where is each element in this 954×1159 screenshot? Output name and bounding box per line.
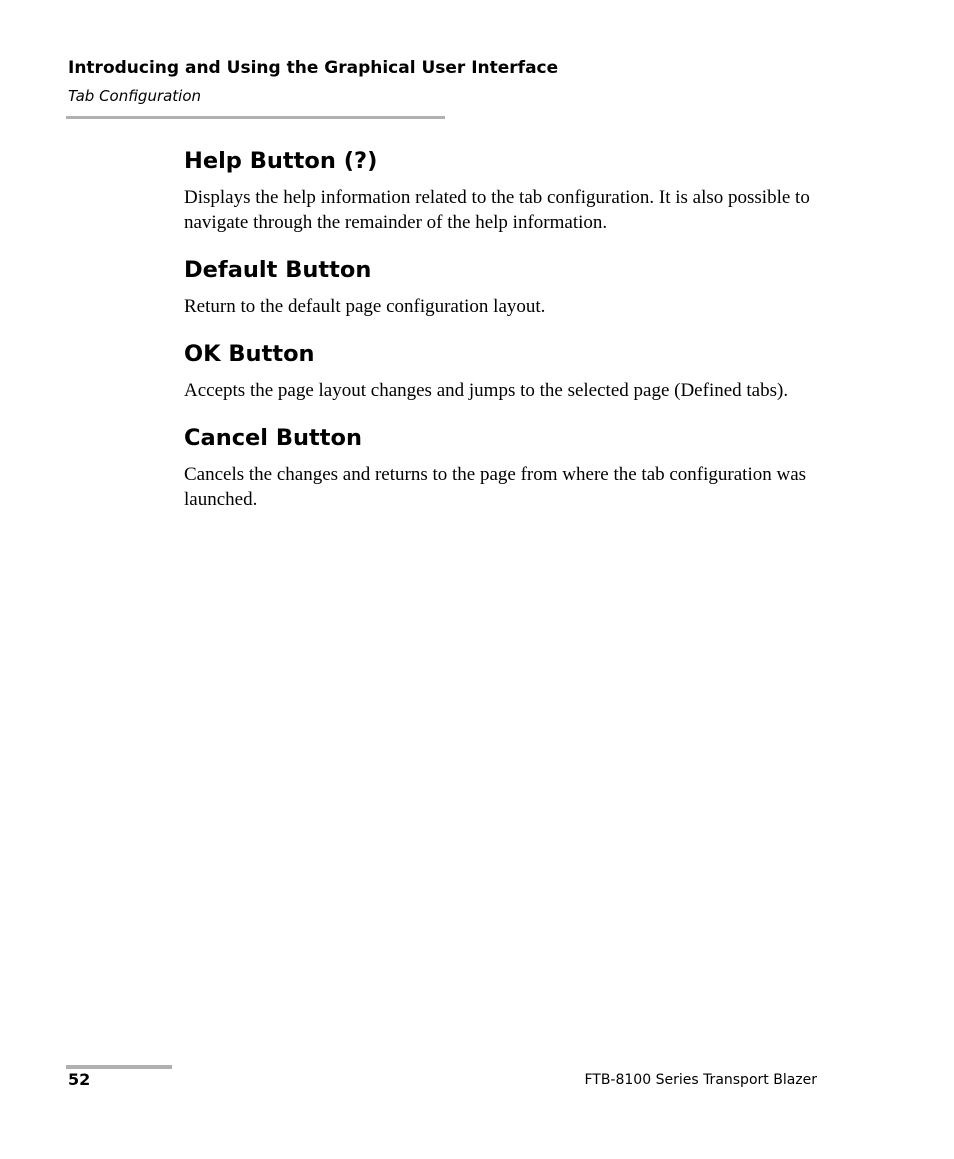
running-section-title: Tab Configuration: [68, 87, 202, 105]
section-help-button: [184, 146, 824, 235]
section-heading: OK Button: [184, 341, 315, 367]
section-default-button: [184, 255, 824, 319]
section-heading: Default Button: [184, 257, 372, 283]
section-cancel-button: [184, 423, 824, 512]
running-chapter-title: Introducing and Using the Graphical User Interface: [68, 58, 559, 78]
main-content: [184, 146, 824, 512]
footer-product-name: FTB-8100 Series Transport Blazer: [584, 1072, 817, 1088]
section-ok-button: [184, 339, 824, 403]
section-heading: Help Button (?): [184, 148, 378, 174]
section-body: Accepts the page layout changes and jumps to the selected page (Defined tabs).: [184, 380, 789, 401]
section-body: Cancels the changes and returns to the page from where the tab configuration was launched.: [184, 464, 807, 510]
header-divider: [66, 116, 445, 119]
footer-divider: [66, 1065, 172, 1069]
section-body: Displays the help information related to the tab configuration. It is also possible to navigate through the remainder of the help information.: [184, 187, 810, 233]
section-body: Return to the default page configuration layout.: [184, 296, 546, 317]
page-number: 52: [68, 1070, 91, 1089]
section-heading: Cancel Button: [184, 425, 363, 451]
